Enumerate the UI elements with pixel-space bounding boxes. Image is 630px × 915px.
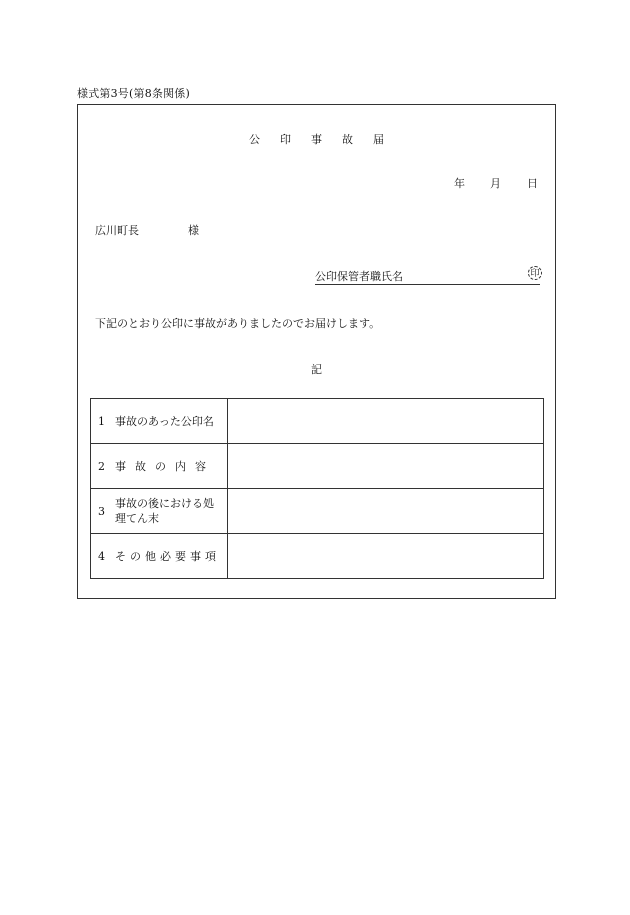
signer-line	[315, 268, 540, 285]
table-row	[91, 534, 544, 579]
table-row	[91, 399, 544, 444]
item-value-cell[interactable]	[228, 399, 544, 444]
table-row	[91, 444, 544, 489]
item-value-cell[interactable]	[228, 534, 544, 579]
form-frame	[77, 104, 556, 599]
ki-heading: 記	[311, 363, 322, 376]
seal-mark: 印	[528, 266, 542, 280]
item-label-cell	[91, 444, 228, 489]
form-number: 様式第3号(第8条関係)	[77, 87, 190, 100]
item-label: その他必要事項	[115, 549, 220, 563]
items-table	[90, 398, 544, 579]
item-label-cell	[91, 489, 228, 534]
item-number: 4	[98, 549, 105, 563]
date-day-label: 日	[527, 177, 538, 190]
table-row	[91, 489, 544, 534]
addressee-name: 広川町長	[95, 224, 139, 237]
item-number: 2	[98, 459, 105, 473]
item-value-cell[interactable]	[228, 489, 544, 534]
item-label-cell	[91, 534, 228, 579]
date-line	[454, 175, 538, 191]
item-number: 3	[98, 504, 105, 518]
date-month-label: 月	[490, 177, 501, 190]
signer-label: 公印保管者職氏名	[315, 270, 403, 283]
item-label: 事故の後における処理てん末	[115, 497, 214, 525]
document-title: 公印事故届	[249, 133, 404, 146]
item-label: 事故の内容	[115, 459, 215, 473]
addressee-honorific: 様	[188, 224, 199, 237]
item-label-cell	[91, 399, 228, 444]
statement-text: 下記のとおり公印に事故がありましたのでお届けします。	[95, 317, 381, 330]
item-number: 1	[98, 414, 105, 428]
item-value-cell[interactable]	[228, 444, 544, 489]
item-label: 事故のあった公印名	[115, 414, 214, 428]
date-year-label: 年	[454, 177, 465, 190]
